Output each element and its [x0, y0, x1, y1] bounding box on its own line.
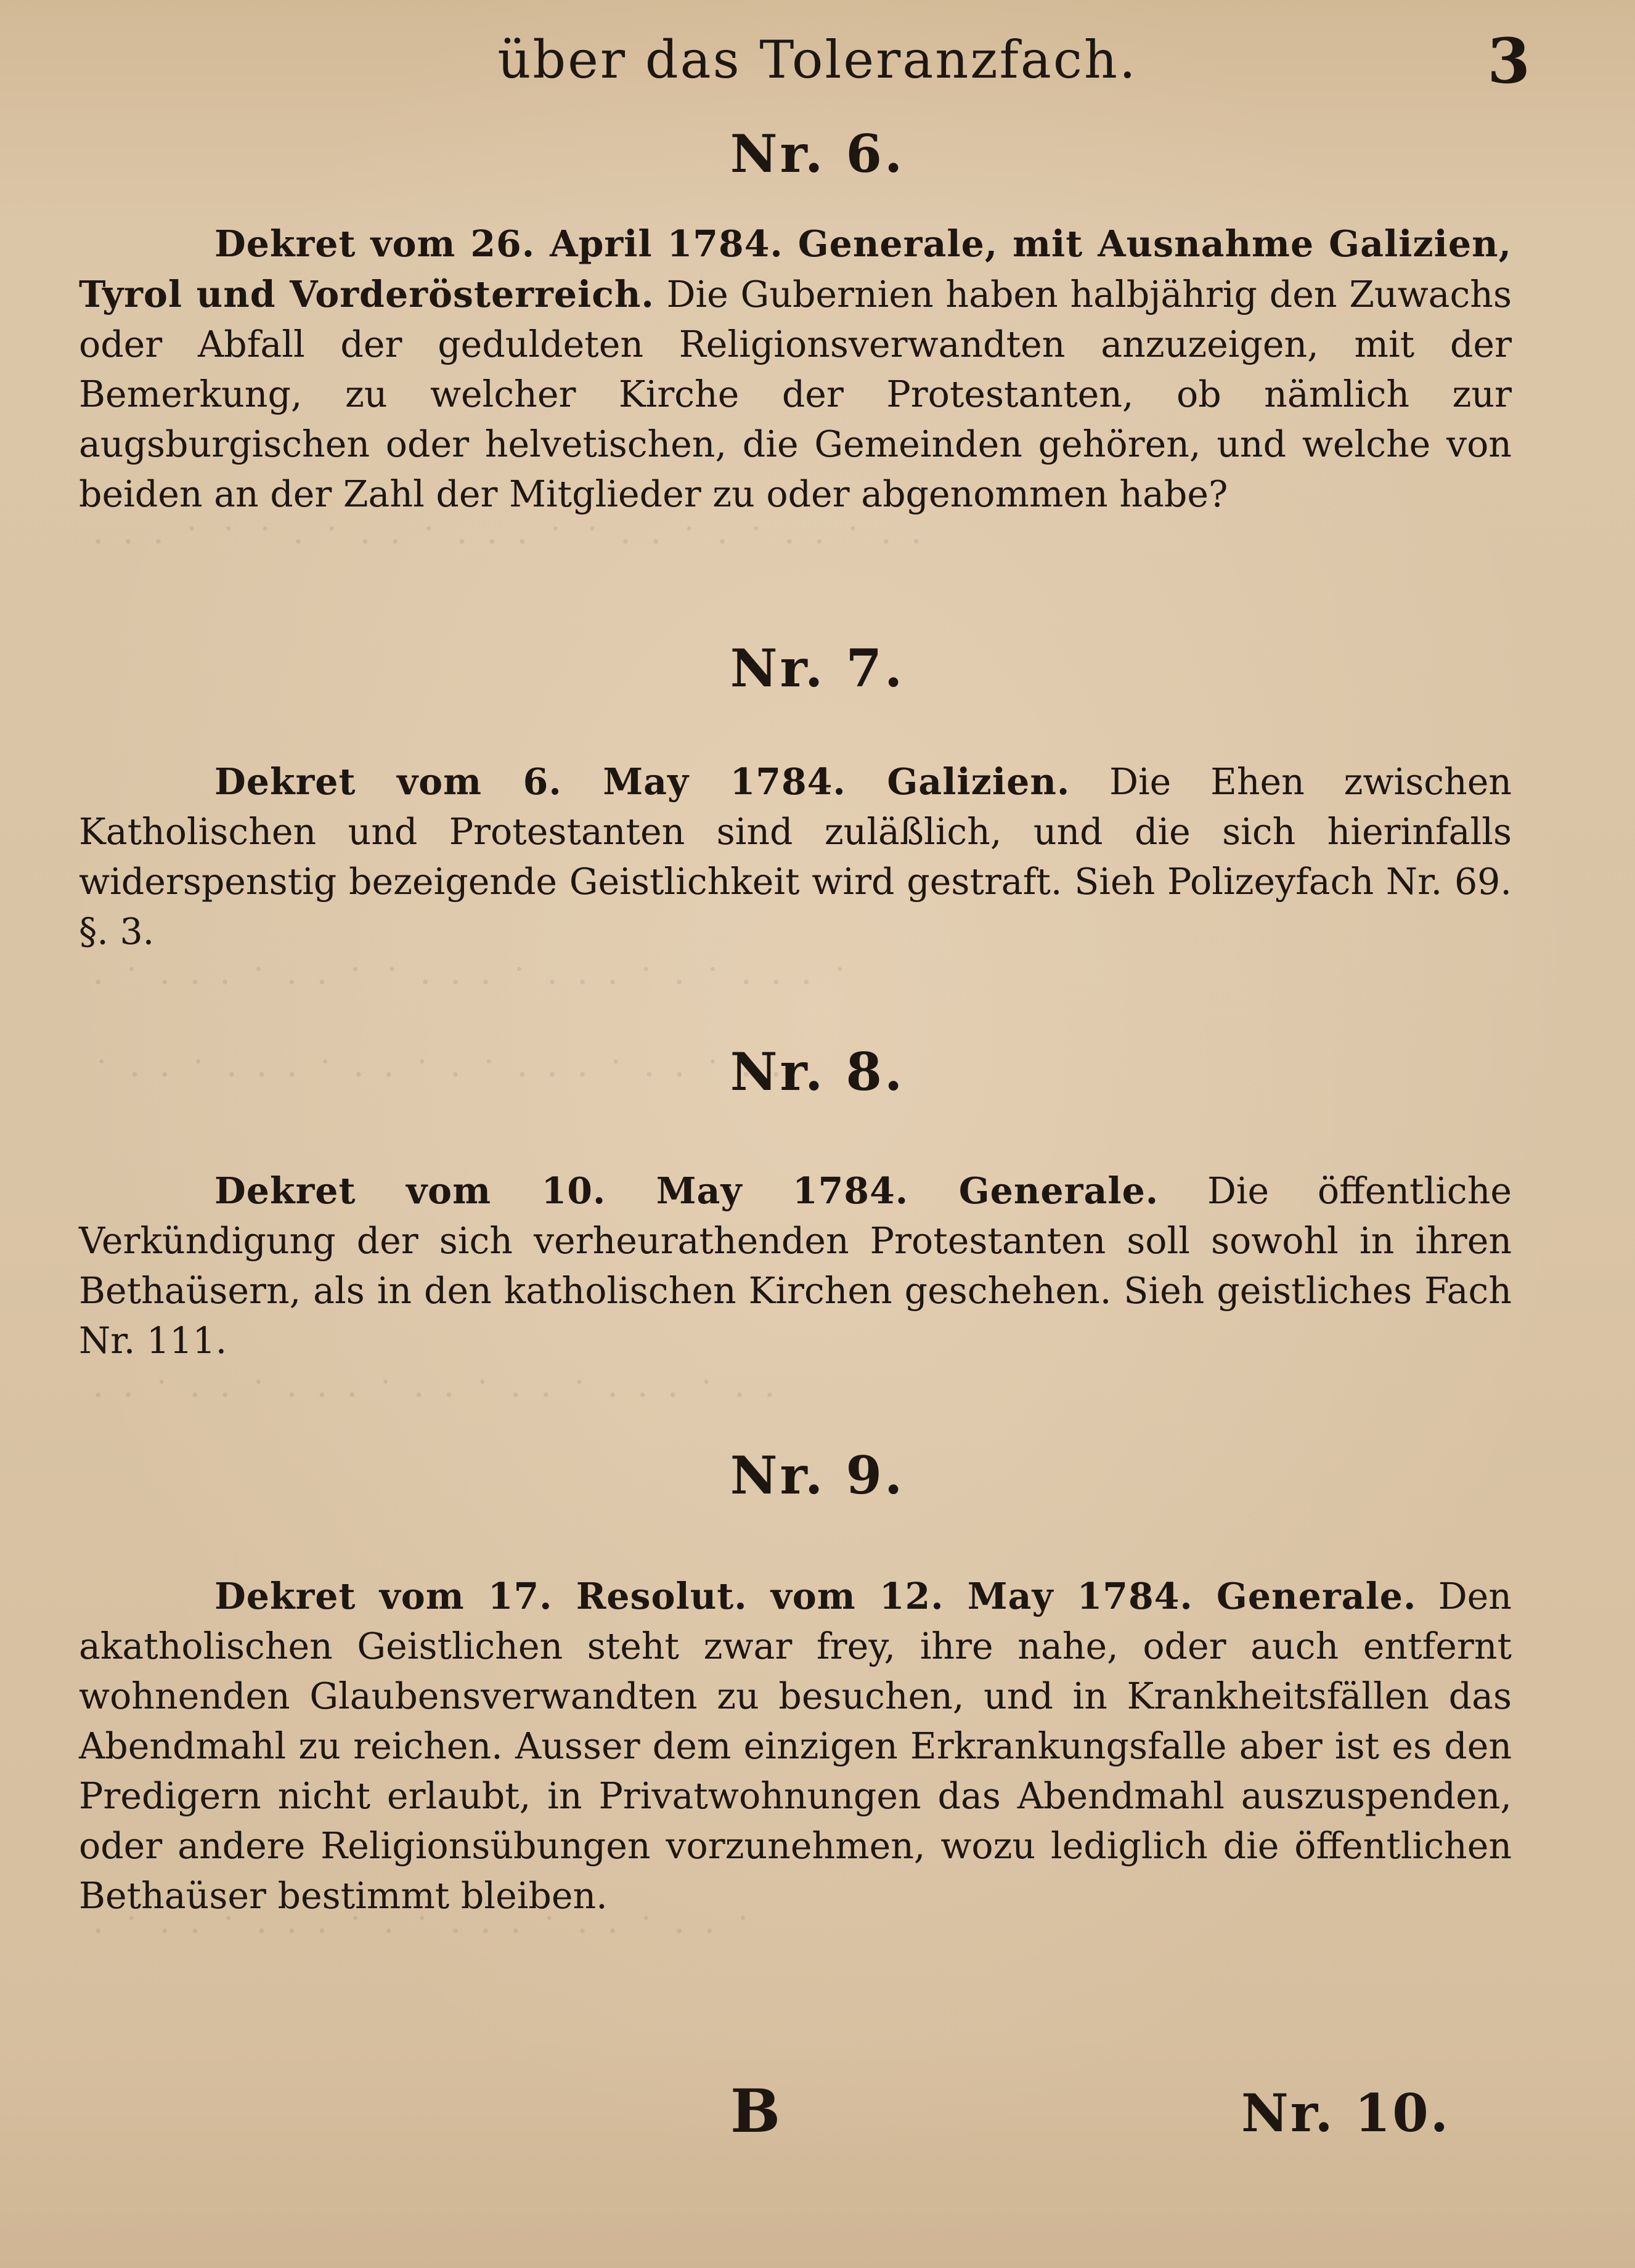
bleed-through-text: · · ˙ · · ˙ · · · ˙ · · ˙ · · ˙ · · · ˙ · · — [92, 1374, 780, 1416]
decree-text: Die Ehen zwischen Katholischen und Protestanten sind zuläßlich, und die sich hierinfalls widerspenstig bezeigende Geistlichkeit wird gestraft. Sieh Polizeyfach Nr. 69. §. 3. — [79, 761, 1512, 953]
signature-mark: B — [730, 2076, 781, 2146]
section-title-nr-6: Nr. 6. — [730, 123, 905, 184]
decree-heading: Dekret vom 26. April 1784. Generale, mit Ausnahme Galizien, Tyrol und Vorderösterreich. — [79, 222, 1512, 315]
section-title-nr-9: Nr. 9. — [730, 1445, 905, 1506]
decree-heading: Dekret vom 17. Resolut. vom 12. May 1784. Generale. — [214, 1575, 1417, 1617]
running-title: über das Toleranzfach. — [497, 30, 1138, 90]
bleed-through-text: · ˙ · · ˙ · · · ˙ · ˙ · · · ˙ · · ˙ · · ˙ — [92, 1910, 756, 1952]
decree-text: Die öffentliche Verkündigung der sich verheurathenden Protestanten soll sowohl in ihren Bethaüsern, als in den katholischen Kirchen geschehen. Sieh geistliches Fach Nr. 111. — [79, 1170, 1512, 1362]
decree-heading: Dekret vom 6. May 1784. Galizien. — [214, 760, 1070, 803]
bleed-through-text: ˙ · · ˙ · · · ˙ · · ˙ · ˙ · · · ˙ · · ˙ · · — [92, 1054, 786, 1095]
page-number: 3 — [1487, 25, 1530, 97]
section-paragraph-nr-6 — [79, 219, 1512, 519]
decree-text: Den akatholischen Geistlichen steht zwar frey, ihre nahe, oder auch entfernt wohnenden Glaubensverwandten zu besuchen, und in Krankheitsfällen das Abendmahl zu reichen. Ausser dem einzigen Erkrankungsfalle aber ist es den Predigern nicht erlaubt, in Privatwohnungen das Abendmahl auszuspenden, oder andere Religionsübungen vorzunehmen, wozu lediglich die öffentlichen Bethaüser bestimmt bleiben. — [79, 1575, 1512, 1917]
section-paragraph-nr-8 — [79, 1166, 1512, 1366]
section-title-nr-7: Nr. 7. — [730, 638, 905, 699]
section-paragraph-nr-7 — [79, 757, 1512, 957]
decree-text: Die Gubernien haben halbjährig den Zuwachs oder Abfall der geduldeten Religionsverwandten anzuzeigen, mit der Bemerkung, zu welcher Kirche der Protestanten, ob nämlich zur augsburgischen oder helvetischen, die Gemeinden gehören, und welche von beiden an der Zahl der Mitglieder zu oder abgenommen habe? — [79, 274, 1512, 515]
decree-heading: Dekret vom 10. May 1784. Generale. — [214, 1169, 1159, 1212]
bleed-through-text: · ˙ · · · ˙ · · ˙ ˙ · · · ˙ · · · ˙ · ˙ · · · ˙ — [92, 961, 853, 1003]
section-title-nr-8: Nr. 8. — [730, 1041, 905, 1102]
section-paragraph-nr-9 — [79, 1571, 1512, 1921]
bleed-through-text: · · · ˙ ˙ ˙ · ˙ · · ˙ · · · ˙ ˙ · · ˙ · ˙ · · ˙ · · — [92, 521, 926, 563]
catchword: Nr. 10. — [1241, 2083, 1450, 2144]
